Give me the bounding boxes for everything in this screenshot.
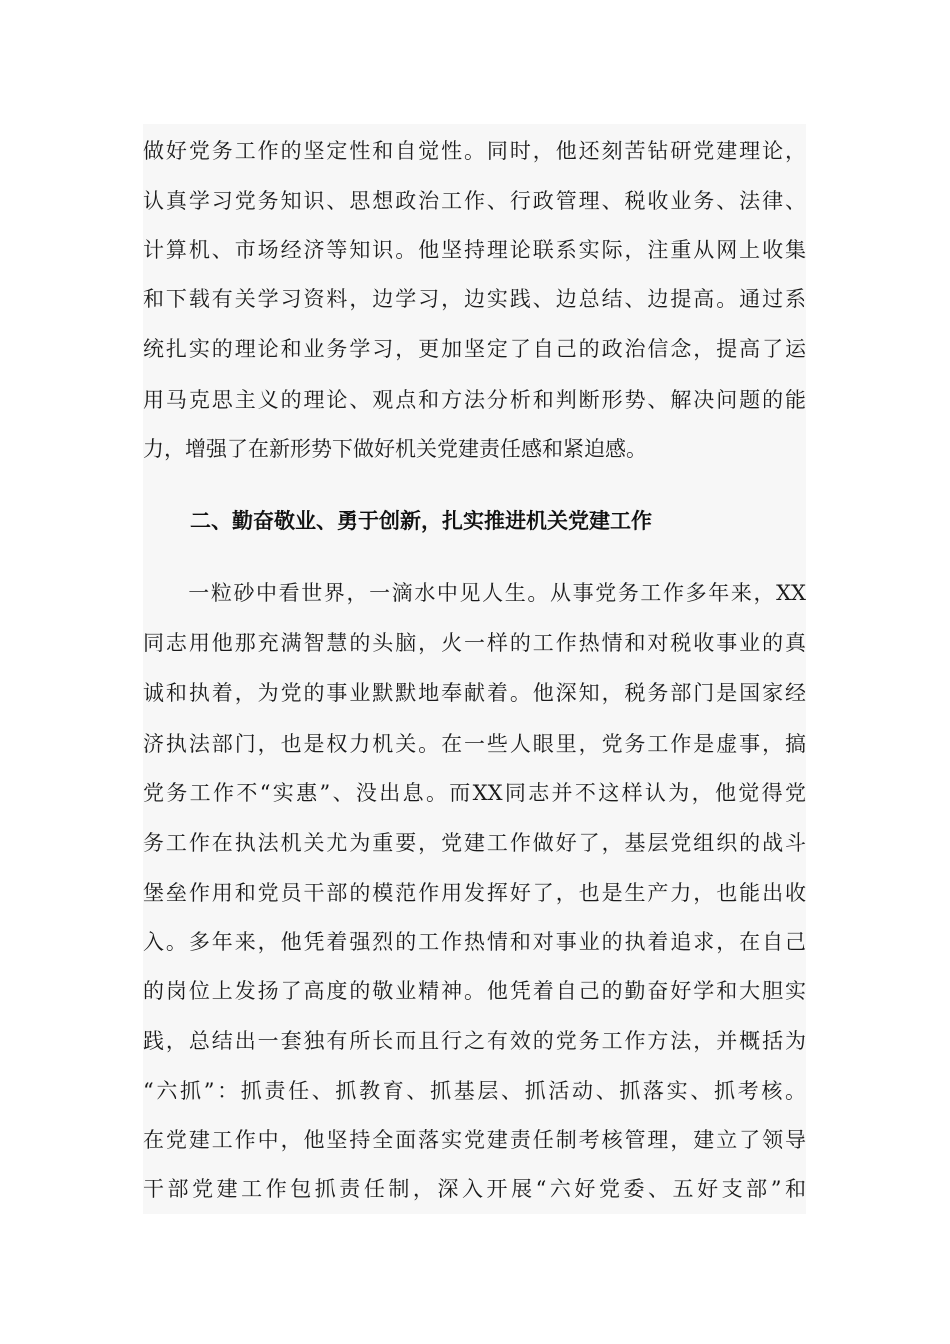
paragraph-2-line-13: 干部党建工作包抓责任制，深入开展“六好党委、五好支部”和 <box>143 1177 806 1201</box>
paragraph-2-line-8: 入。多年来，他凭着强烈的工作热情和对事业的执着追求，在自己 <box>143 930 806 954</box>
paragraph-1-line-2: 认真学习党务知识、思想政治工作、行政管理、税收业务、法律、 <box>143 189 806 213</box>
paragraph-2-line-10: 践，总结出一套独有所长而且行之有效的党务工作方法，并概括为 <box>143 1029 806 1053</box>
paragraph-2-line-5: 党务工作不“实惠”、没出息。而XX同志并不这样认为，他觉得党 <box>143 781 806 805</box>
paragraph-2-line-12: 在党建工作中，他坚持全面落实党建责任制考核管理，建立了领导 <box>143 1128 806 1152</box>
paragraph-2-line-11: “六抓”：抓责任、抓教育、抓基层、抓活动、抓落实、抓考核。 <box>143 1079 806 1103</box>
paragraph-1-line-4: 和下载有关学习资料，边学习，边实践、边总结、边提高。通过系 <box>143 287 806 311</box>
paragraph-1-line-1: 做好党务工作的坚定性和自觉性。同时，他还刻苦钻研党建理论， <box>143 139 806 163</box>
paragraph-2-line-9: 的岗位上发扬了高度的敬业精神。他凭着自己的勤奋好学和大胆实 <box>143 979 806 1003</box>
paragraph-2-line-1: 一粒砂中看世界，一滴水中见人生。从事党务工作多年来，XX <box>143 581 806 605</box>
paragraph-2-line-6: 务工作在执法机关尤为重要，党建工作做好了，基层党组织的战斗 <box>143 831 806 855</box>
paragraph-2-line-3: 诚和执着，为党的事业默默地奉献着。他深知，税务部门是国家经 <box>143 681 806 705</box>
paragraph-1-line-6: 用马克思主义的理论、观点和方法分析和判断形势、解决问题的能 <box>143 388 806 412</box>
paragraph-1-line-5: 统扎实的理论和业务学习，更加坚定了自己的政治信念，提高了运 <box>143 337 806 361</box>
paragraph-2-line-7: 堡垒作用和党员干部的模范作用发挥好了，也是生产力，也能出收 <box>143 881 806 905</box>
paragraph-2-line-4: 济执法部门，也是权力机关。在一些人眼里，党务工作是虚事，搞 <box>143 732 806 756</box>
paragraph-1-line-3: 计算机、市场经济等知识。他坚持理论联系实际，注重从网上收集 <box>143 238 806 262</box>
section-heading: 二、勤奋敬业、勇于创新，扎实推进机关党建工作 <box>190 509 652 533</box>
paragraph-1-line-7: 力，增强了在新形势下做好机关党建责任感和紧迫感。 <box>143 437 647 461</box>
paragraph-2-line-2: 同志用他那充满智慧的头脑，火一样的工作热情和对税收事业的真 <box>143 631 806 655</box>
